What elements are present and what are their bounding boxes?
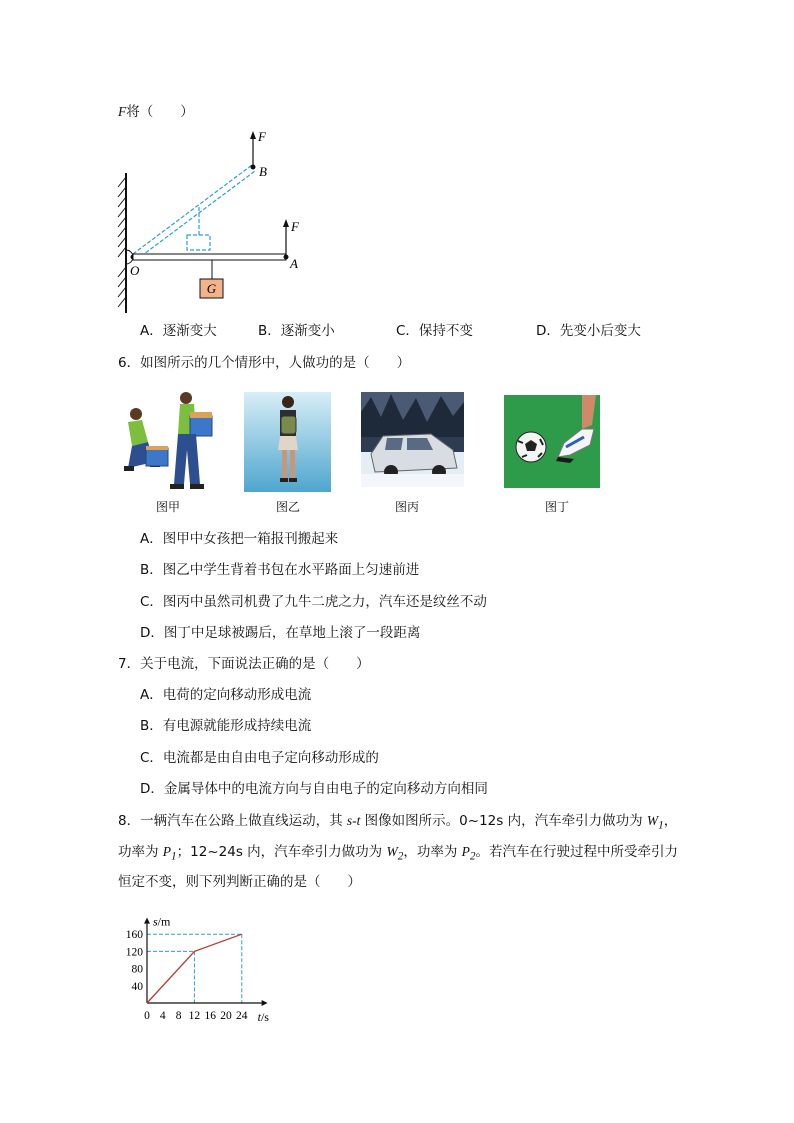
q8-stem-line-3: 恒定不变，则下列判断正确的是（ ）: [118, 874, 361, 890]
x-tick-labels: [144, 1010, 248, 1022]
q6-stem: 6．如图所示的几个情形中，人做功的是（ ）: [118, 355, 411, 371]
y-axis-label: s/m: [153, 914, 171, 929]
picture-jia-girl-lifting-box: [118, 390, 218, 492]
x-tick-label: 8: [175, 1010, 182, 1022]
x-tick-label: 4: [159, 1010, 166, 1022]
x-tick-label: 24: [236, 1010, 248, 1022]
lever-figure: [112, 125, 312, 315]
question-5-suffix: 将（ ）: [126, 104, 194, 120]
x-tick-label: 16: [204, 1010, 216, 1022]
y-tick-label: 80: [131, 963, 143, 976]
label-b: B: [259, 164, 267, 179]
label-f-right: F: [291, 219, 299, 234]
q5-option-d[interactable]: D．先变小后变大: [536, 323, 641, 339]
x-tick-label: 0: [144, 1010, 150, 1022]
label-a: A: [290, 256, 298, 271]
caption-jia: 图甲: [155, 500, 180, 514]
q6-option-a[interactable]: A．图甲中女孩把一箱报刊搬起来: [140, 531, 339, 547]
caption-ding: 图丁: [544, 500, 569, 514]
q6-option-d[interactable]: D．图丁中足球被踢后，在草地上滚了一段距离: [140, 625, 421, 641]
question-5-tail: [118, 103, 194, 121]
q6-option-c[interactable]: C．图丙中虽然司机费了九牛二虎之力，汽车还是纹丝不动: [140, 594, 487, 610]
q7-option-c[interactable]: C．电流都是由自由电子定向移动形成的: [140, 750, 379, 766]
y-tick-label: 40: [131, 980, 143, 993]
rotated-lever-dashed: [133, 165, 255, 260]
arrowhead-icon: [283, 219, 289, 227]
y-tick-label: 160: [125, 929, 143, 942]
s-t-chart: [118, 893, 288, 1025]
y-tick-labels: [126, 929, 144, 993]
q6-option-b[interactable]: B．图乙中学生背着书包在水平路面上匀速前进: [140, 562, 420, 578]
y-axis-arrow-icon: [144, 918, 150, 924]
y-tick-label: 120: [125, 946, 143, 959]
q7-option-d[interactable]: D．金属导体中的电流方向与自由电子的定向移动方向相同: [140, 781, 488, 797]
chart-guides: [147, 934, 242, 1003]
caption-bing: 图丙: [394, 500, 419, 514]
x-tick-label: 20: [220, 1010, 232, 1022]
lever-bar: [133, 254, 286, 260]
series-line: [147, 934, 242, 1003]
x-axis-label: t/s: [257, 1010, 269, 1024]
label-f-top: F: [258, 129, 266, 144]
q8-stem-line-1: 8．一辆汽车在公路上做直线运动，其 s-t 图像如图所示。0~12s 内，汽车牵引力做功为 $W_1$，: [118, 813, 678, 832]
label-g: G: [206, 281, 217, 296]
arrowhead-icon: [250, 131, 256, 139]
q5-option-a[interactable]: A．逐渐变大: [140, 323, 217, 339]
q5-option-b[interactable]: B．逐渐变小: [258, 323, 335, 339]
wall-hatching: [118, 177, 126, 307]
picture-ding-football-kicked: [504, 395, 600, 488]
picture-bing-pushing-car: [361, 392, 464, 487]
q5-option-c[interactable]: C．保持不变: [396, 323, 473, 339]
label-o: O: [130, 263, 140, 278]
force-variable: F: [118, 104, 127, 119]
picture-yi-student-with-backpack: [244, 392, 331, 492]
q8-stem-line-2: 功率为 $P_1$；12~24s 内，汽车牵引力做功为 $W_2$，功率为 $P_2$。若汽车在行驶过程中所受牵引力: [118, 844, 679, 863]
x-tick-label: 12: [188, 1010, 201, 1022]
x-axis-arrow-icon: [262, 1000, 268, 1006]
q7-option-a[interactable]: A．电荷的定向移动形成电流: [140, 687, 312, 703]
q7-option-b[interactable]: B．有电源就能形成持续电流: [140, 718, 312, 734]
q7-stem: 7．关于电流，下面说法正确的是（ ）: [118, 656, 370, 672]
caption-yi: 图乙: [275, 500, 300, 514]
